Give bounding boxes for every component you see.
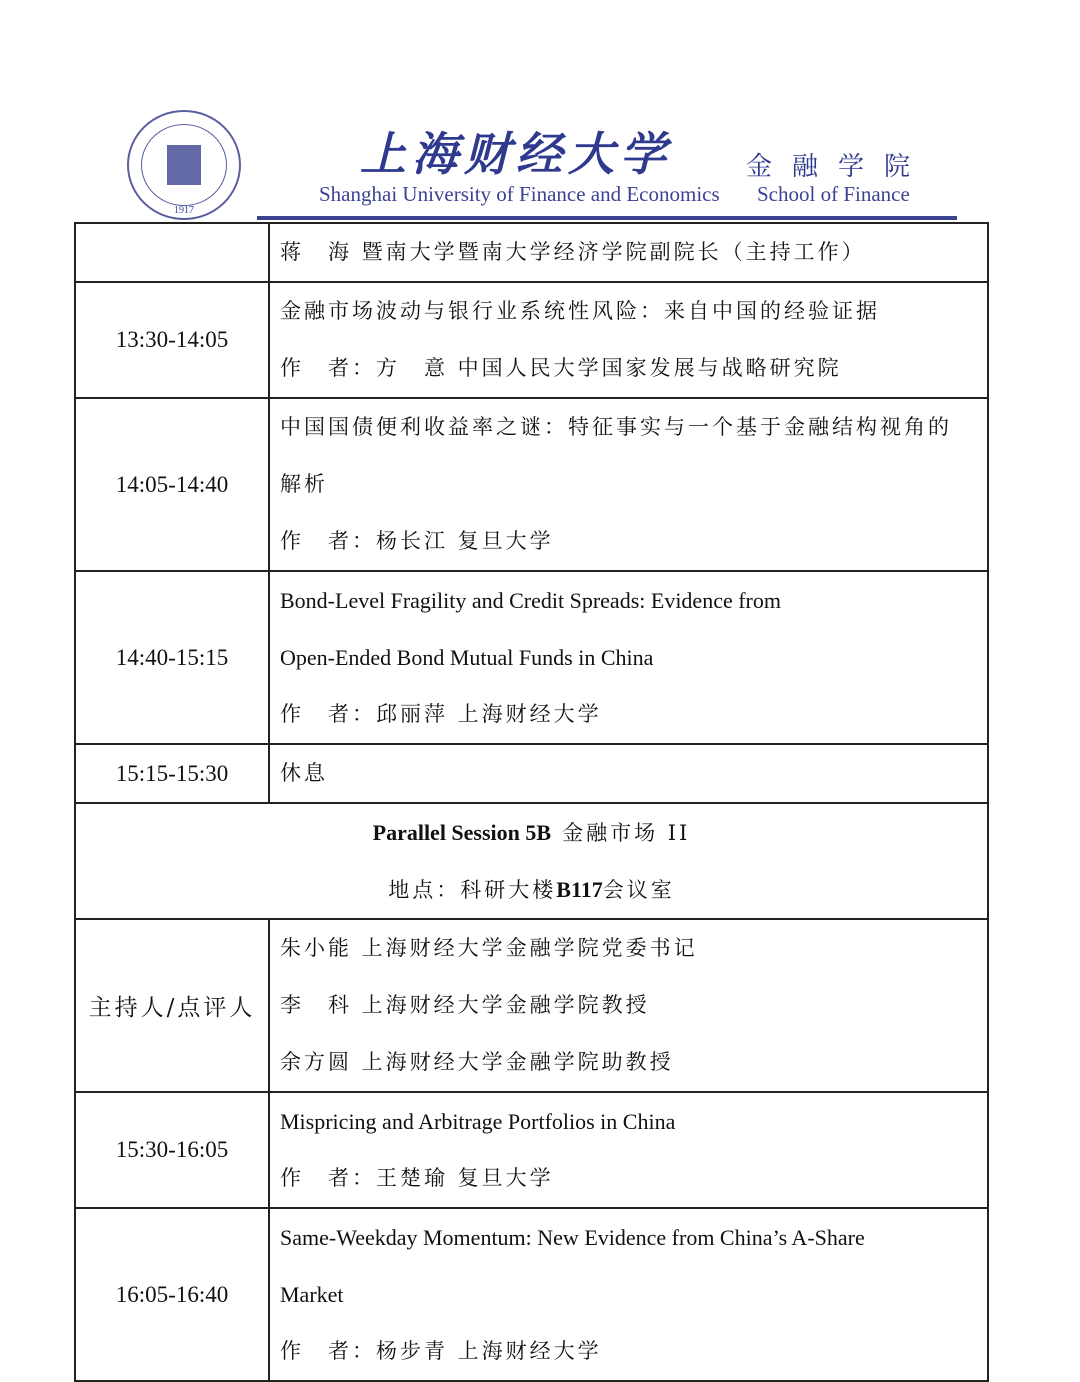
- time-cell: 主持人/点评人: [75, 919, 269, 1092]
- content-line: Mispricing and Arbitrage Portfolios in China: [280, 1109, 676, 1134]
- session-title-en: Parallel Session 5B: [372, 820, 552, 845]
- content-cell: [269, 398, 988, 571]
- content-cell: [269, 571, 988, 744]
- session-title-cn: 金融市场 II: [562, 821, 691, 845]
- content-line: 解析: [280, 472, 328, 496]
- school-name-en: School of Finance: [757, 182, 910, 206]
- content-line: 余方圆 上海财经大学金融学院助教授: [280, 1050, 674, 1074]
- time-cell: 13:30-14:05: [75, 282, 269, 398]
- time-cell: 14:05-14:40: [75, 398, 269, 571]
- content-line: 作 者：邱丽萍 上海财经大学: [280, 702, 602, 726]
- content-cell: [269, 744, 988, 803]
- content-line: 作 者：杨步青 上海财经大学: [280, 1339, 602, 1363]
- content-line: 作 者：方 意 中国人民大学国家发展与战略研究院: [280, 356, 842, 380]
- content-line: 中国国债便利收益率之谜：特征事实与一个基于金融结构视角的: [280, 415, 952, 439]
- location-suffix: 会议室: [602, 878, 675, 902]
- university-seal-logo: [127, 110, 241, 220]
- content-line: Open-Ended Bond Mutual Funds in China: [280, 645, 654, 670]
- time-cell: 15:30-16:05: [75, 1092, 269, 1208]
- content-line: 蒋 海 暨南大学暨南大学经济学院副院长（主持工作）: [280, 240, 866, 264]
- table-row: [75, 282, 988, 398]
- content-line: 李 科 上海财经大学金融学院教授: [280, 993, 650, 1017]
- content-cell: [269, 1208, 988, 1381]
- time-cell: 15:15-15:30: [75, 744, 269, 803]
- table-row: [75, 1092, 988, 1208]
- content-line: Same-Weekday Momentum: New Evidence from China’s A-Share: [280, 1225, 865, 1250]
- content-line: Bond-Level Fragility and Credit Spreads: Evidence from: [280, 588, 781, 613]
- location-room: B117: [556, 877, 603, 902]
- session-location: [76, 861, 987, 918]
- content-line: 朱小能 上海财经大学金融学院党委书记: [280, 936, 698, 960]
- page-header: [0, 0, 1080, 222]
- schedule-table: [74, 222, 989, 1382]
- university-name-cn: 上海财经大学: [360, 127, 672, 181]
- content-line: Market: [280, 1282, 344, 1307]
- time-cell: 14:40-15:15: [75, 571, 269, 744]
- table-row: [75, 398, 988, 571]
- header-divider: [257, 216, 957, 220]
- session-header-row: [75, 803, 988, 919]
- table-row: [75, 223, 988, 282]
- content-cell: [269, 223, 988, 282]
- content-cell: [269, 919, 988, 1092]
- time-cell: 16:05-16:40: [75, 1208, 269, 1381]
- location-label: 地点：科研大楼: [388, 878, 557, 902]
- table-row: [75, 571, 988, 744]
- content-line: 作 者：杨长江 复旦大学: [280, 529, 554, 553]
- table-row: [75, 1208, 988, 1381]
- session-title: [76, 804, 987, 861]
- content-line: 金融市场波动与银行业系统性风险：来自中国的经验证据: [280, 299, 880, 323]
- table-row: [75, 919, 988, 1092]
- school-name-cn: 金融学院: [746, 152, 931, 182]
- content-line: 休息: [280, 761, 328, 785]
- content-cell: [269, 282, 988, 398]
- time-cell: [75, 223, 269, 282]
- seal-year: 1917: [174, 205, 194, 216]
- table-row: [75, 744, 988, 803]
- content-cell: [269, 1092, 988, 1208]
- content-line: 作 者：王楚瑜 复旦大学: [280, 1166, 554, 1190]
- university-name-en: Shanghai University of Finance and Economics: [319, 182, 720, 206]
